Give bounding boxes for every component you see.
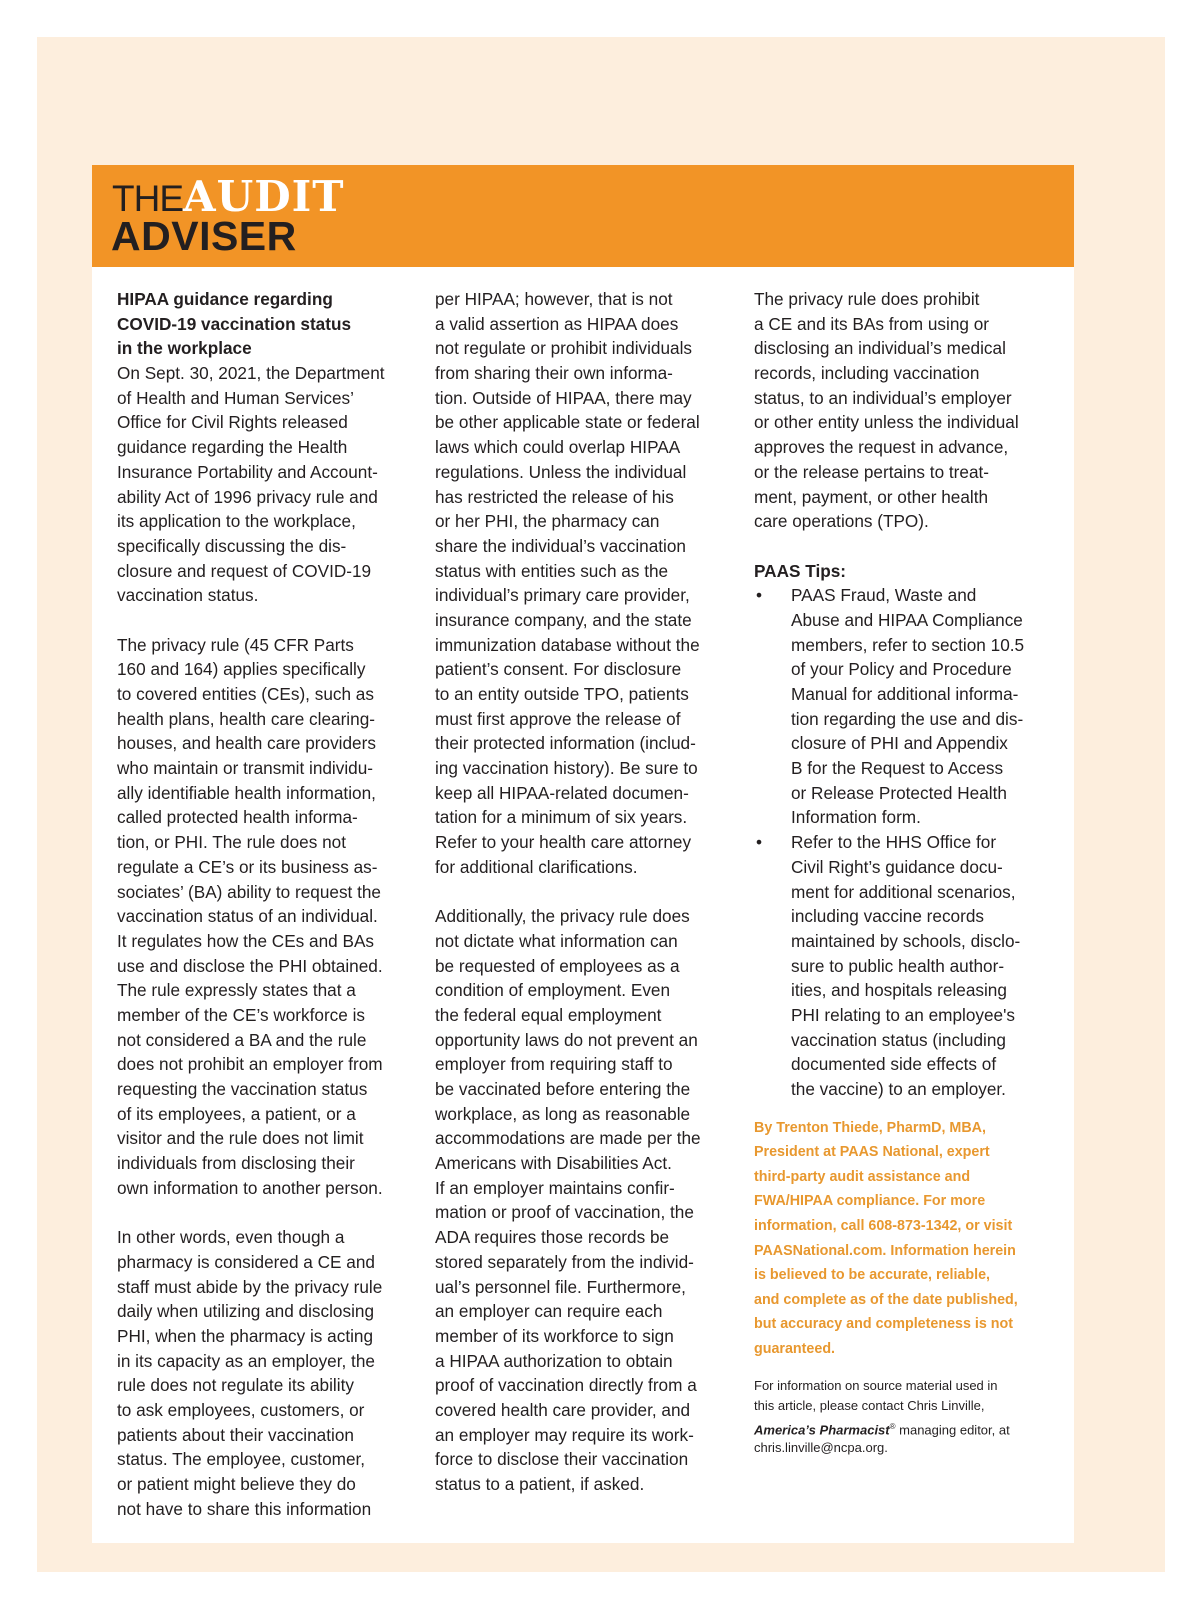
text-line: from sharing their own informa- (435, 363, 673, 384)
text-line: status with entities such as the (435, 560, 669, 581)
text-line: vaccination status of an individual. (117, 906, 378, 927)
text-line: Insurance Portability and Account- (117, 461, 378, 482)
text-line: who maintain or transmit individu- (117, 758, 374, 779)
text-line: ment for additional scenarios, (791, 881, 1016, 902)
text-line: ual’s personnel file. Furthermore, (435, 1276, 686, 1297)
registered-mark: ® (889, 1422, 896, 1432)
text-line: of its employees, a patient, or a (117, 1103, 356, 1124)
source-line-rest: managing editor, at (895, 1422, 1010, 1438)
text-line: specifically discussing the dis- (117, 535, 347, 556)
text-line: including vaccine records (791, 906, 984, 927)
text-line: B for the Request to Access (791, 758, 1004, 779)
text-line: care operations (TPO). (754, 511, 929, 532)
text-line: own information to another person. (117, 1177, 383, 1198)
text-line: daily when utilizing and disclosing (117, 1301, 375, 1322)
text-line: ing vaccination history). Be sure to (435, 758, 698, 779)
text-line: The rule expressly states that a (117, 980, 356, 1001)
paragraph (117, 633, 417, 1201)
text-line: or Release Protected Health (791, 782, 1007, 803)
text-line: maintained by schools, disclo- (791, 930, 1021, 951)
text-line: and complete as of the date published, (754, 1291, 1018, 1308)
text-line: It regulates how the CEs and BAs (117, 930, 374, 951)
text-line: PAASNational.com. Information herein (754, 1242, 1016, 1259)
text-line: COVID-19 vaccination status (117, 313, 352, 334)
text-line: opportunity laws do not prevent an (435, 1029, 698, 1050)
text-line: Civil Right’s guidance docu- (791, 856, 1003, 877)
text-line: individual’s primary care provider, (435, 585, 690, 606)
text-line: individuals from disclosing their (117, 1153, 355, 1174)
text-line: Refer to the HHS Office for (791, 832, 997, 853)
text-line: FWA/HIPAA compliance. For more (754, 1193, 986, 1210)
source-line: this article, please contact Chris Linville, (754, 1398, 985, 1414)
text-line: pharmacy is considered a CE and (117, 1251, 375, 1272)
text-line: guidance regarding the Health (117, 437, 348, 458)
text-line: their protected information (includ- (435, 733, 696, 754)
text-line: Americans with Disabilities Act. (435, 1153, 672, 1174)
paragraph (117, 1225, 417, 1521)
text-line: ally identifiable health information, (117, 782, 376, 803)
text-line: covered health care provider, and (435, 1399, 691, 1420)
text-line: visitor and the rule does not limit (117, 1128, 364, 1149)
text-line: member of the CE’s workforce is (117, 1004, 366, 1025)
text-line: regulate a CE’s or its business as- (117, 856, 378, 877)
text-line: laws which could overlap HIPAA (435, 437, 681, 458)
text-line: patient’s consent. For disclosure (435, 659, 682, 680)
text-line: sociates’ (BA) ability to request the (117, 881, 381, 902)
paragraph (435, 287, 735, 880)
text-line: the federal equal employment (435, 1004, 662, 1025)
text-line: vaccination status (including (791, 1029, 1006, 1050)
text-line: health plans, health care clearing- (117, 708, 375, 729)
text-line: Manual for additional informa- (791, 684, 1019, 704)
text-line: be requested of employees as a (435, 955, 680, 976)
article-heading (117, 287, 417, 361)
text-line: the vaccine) to an employer. (791, 1079, 1006, 1099)
text-line: in its capacity as an employer, the (117, 1350, 375, 1371)
paragraph (754, 287, 1054, 534)
text-line: 160 and 164) applies specifically (117, 659, 366, 680)
tips-bullet-1 (754, 583, 1054, 830)
text-line: member of its workforce to sign (435, 1325, 674, 1346)
magazine-name: America’s Pharmacist (754, 1422, 890, 1438)
text-line: insurance company, and the state (435, 609, 692, 630)
column-2 (435, 287, 735, 1497)
text-line: patients about their vaccination (117, 1424, 354, 1445)
text-line: has restricted the release of his (435, 486, 674, 507)
text-line: not regulate or prohibit individuals (435, 338, 693, 359)
text-line: ability Act of 1996 privacy rule and (117, 486, 378, 507)
text-line: its application to the workplace, (117, 511, 356, 532)
bullet-text (791, 583, 1054, 830)
text-line: use and disclose the PHI obtained. (117, 955, 383, 976)
tips-heading: PAAS Tips: (754, 560, 846, 581)
text-line: Additionally, the privacy rule does (435, 906, 690, 927)
text-line: tation for a minimum of six years. (435, 807, 688, 828)
text-line: status to a patient, if asked. (435, 1474, 645, 1494)
text-line: force to disclose their vaccination (435, 1449, 689, 1470)
text-line: proof of vaccination directly from a (435, 1375, 697, 1396)
source-email: chris.linville@ncpa.org. (754, 1440, 888, 1456)
bullet-icon: • (756, 585, 763, 606)
text-line: closure and request of COVID-19 (117, 560, 372, 581)
text-line: By Trenton Thiede, PharmD, MBA, (754, 1119, 986, 1136)
text-line: an employer may require its work- (435, 1424, 694, 1445)
text-line: not considered a BA and the rule (117, 1029, 367, 1050)
text-line: immunization database without the (435, 634, 700, 655)
author-byline (754, 1116, 1054, 1362)
text-line: PHI, when the pharmacy is acting (117, 1325, 374, 1346)
text-line: but accuracy and completeness is not (754, 1316, 1014, 1333)
text-line: guaranteed. (754, 1341, 836, 1358)
text-line: tion, or PHI. The rule does not (117, 832, 346, 853)
text-line: a HIPAA authorization to obtain (435, 1350, 673, 1371)
text-line: a valid assertion as HIPAA does (435, 313, 679, 334)
text-line: PAAS Fraud, Waste and (791, 585, 977, 606)
text-line: tion. Outside of HIPAA, there may (435, 387, 692, 408)
text-line: President at PAAS National, expert (754, 1144, 990, 1161)
text-line: HIPAA guidance regarding (117, 289, 333, 309)
text-line: condition of employment. Even (435, 980, 671, 1001)
text-line: to covered entities (CEs), such as (117, 684, 374, 704)
text-line: in the workplace (117, 338, 252, 359)
text-line: to an entity outside TPO, patients (435, 684, 689, 704)
tips-bullet-2 (754, 830, 1054, 1102)
text-line: Information form. (791, 807, 921, 828)
text-line: or her PHI, the pharmacy can (435, 511, 660, 532)
text-line: In other words, even though a (117, 1227, 345, 1248)
text-line: tion regarding the use and dis- (791, 708, 1024, 729)
title-adviser: ADVISER (111, 213, 297, 259)
bullet-text (791, 830, 1054, 1102)
text-line: status. The employee, customer, (117, 1449, 366, 1470)
text-line: approves the request in advance, (754, 437, 1009, 458)
text-line: staff must abide by the privacy rule (117, 1276, 383, 1297)
paragraph (435, 904, 735, 1497)
text-line: not dictate what information can (435, 930, 678, 951)
paragraph (117, 361, 417, 608)
text-line: ities, and hospitals releasing (791, 980, 1007, 1001)
text-line: PHI relating to an employee's (791, 1004, 1015, 1025)
column-1 (117, 287, 417, 1521)
title-the: THE (112, 178, 183, 219)
text-line: a CE and its BAs from using or (754, 313, 989, 334)
text-line: sure to public health author- (791, 955, 1005, 976)
text-line: rule does not regulate its ability (117, 1375, 354, 1396)
text-line: employer from requiring staff to (435, 1054, 673, 1075)
text-line: ment, payment, or other health (754, 486, 989, 507)
source-line (754, 1417, 1054, 1438)
text-line: accommodations are made per the (435, 1128, 701, 1149)
text-line: information, call 608-873-1342, or visit (754, 1218, 1013, 1235)
text-line: status, to an individual’s employer (754, 387, 1012, 408)
text-line: Office for Civil Rights released (117, 412, 348, 433)
text-line: called protected health informa- (117, 807, 358, 828)
text-line: does not prohibit an employer from (117, 1054, 383, 1075)
text-line: The privacy rule does prohibit (754, 289, 980, 309)
bullet-icon: • (756, 832, 763, 853)
text-line: third-party audit assistance and (754, 1168, 971, 1185)
text-line: houses, and health care providers (117, 733, 376, 754)
text-line: for additional clarifications. (435, 856, 638, 877)
title-audit: AUDIT (183, 172, 345, 221)
text-line: vaccination status. (117, 585, 259, 606)
text-line: share the individual’s vaccination (435, 535, 686, 556)
text-line: documented side effects of (791, 1054, 997, 1075)
text-line: or patient might believe they do (117, 1474, 356, 1494)
text-line: be other applicable state or federal (435, 412, 700, 433)
text-line: On Sept. 30, 2021, the Department (117, 363, 385, 384)
text-line: closure of PHI and Appendix (791, 733, 1008, 754)
text-line: or the release pertains to treat- (754, 461, 990, 482)
text-line: workplace, as long as reasonable (435, 1103, 691, 1124)
text-line: per HIPAA; however, that is not (435, 289, 673, 309)
text-line: mation or proof of vaccination, the (435, 1202, 694, 1223)
text-line: The privacy rule (45 CFR Parts (117, 634, 354, 655)
text-line: Refer to your health care attorney (435, 832, 692, 853)
text-line: stored separately from the individ- (435, 1251, 694, 1272)
text-line: not have to share this information (117, 1498, 372, 1519)
text-line: keep all HIPAA-related documen- (435, 782, 689, 803)
source-note (754, 1376, 1054, 1459)
text-line: to ask employees, customers, or (117, 1399, 365, 1420)
text-line: Abuse and HIPAA Compliance (791, 609, 1023, 630)
text-line: requesting the vaccination status (117, 1079, 368, 1099)
text-line: of Health and Human Services’ (117, 387, 354, 408)
text-line: is believed to be accurate, reliable, (754, 1267, 991, 1284)
column-3 (754, 287, 1054, 1459)
text-line: an employer can require each (435, 1301, 663, 1322)
text-line: disclosing an individual’s medical (754, 338, 1006, 359)
text-line: must first approve the release of (435, 708, 681, 729)
text-line: be vaccinated before entering the (435, 1079, 691, 1099)
text-line: of your Policy and Procedure (791, 659, 1012, 680)
text-line: regulations. Unless the individual (435, 461, 687, 482)
source-line: For information on source material used in (754, 1377, 998, 1393)
text-line: ADA requires those records be (435, 1227, 670, 1248)
text-line: records, including vaccination (754, 363, 980, 384)
text-line: members, refer to section 10.5 (791, 634, 1025, 655)
text-line: or other entity unless the individual (754, 412, 1019, 433)
text-line: If an employer maintains confir- (435, 1177, 675, 1198)
